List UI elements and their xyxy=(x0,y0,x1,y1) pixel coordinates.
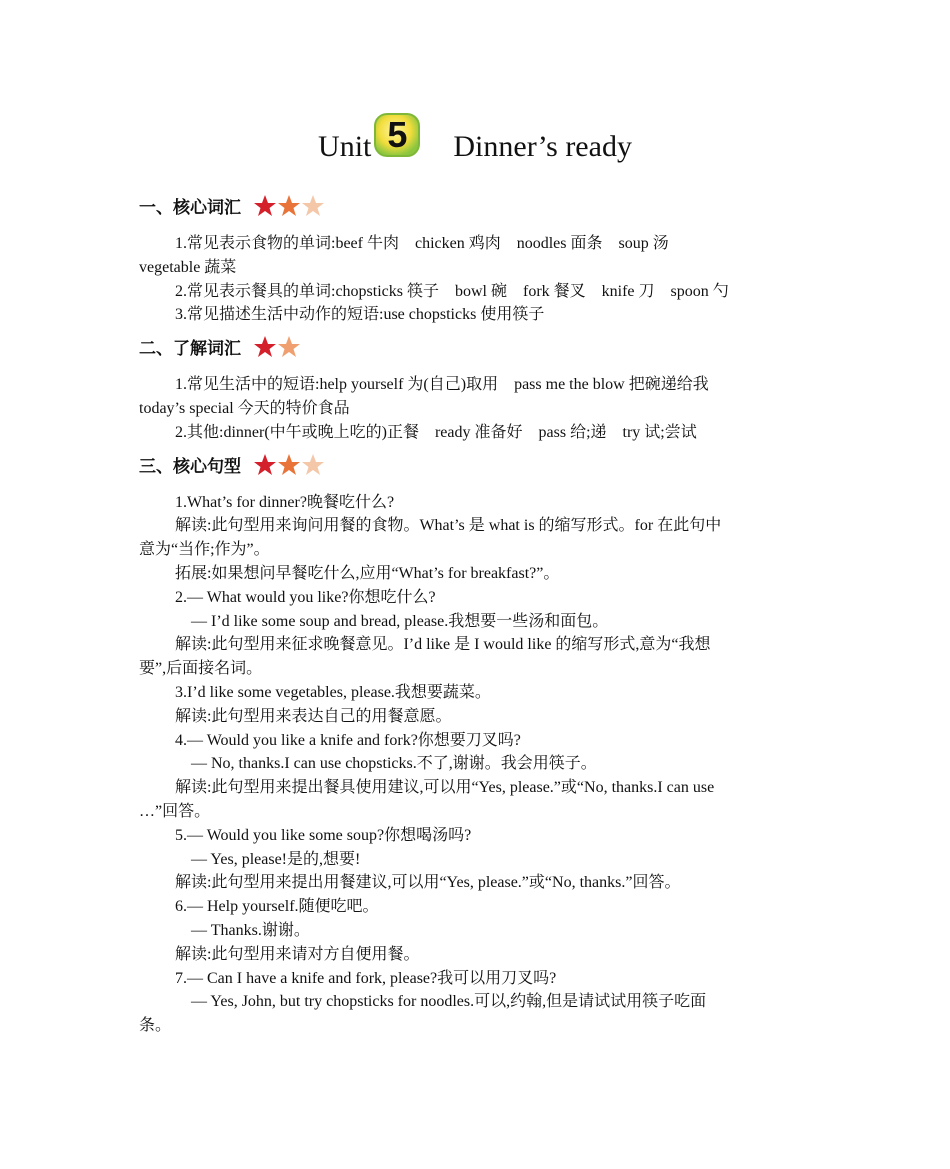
section-heading-text: 二、了解词汇 xyxy=(139,339,241,359)
text-line: …”回答。 xyxy=(139,802,211,820)
text-line: 解读:此句型用来提出用餐建议,可以用“Yes, please.”或“No, thanks.”回答。 xyxy=(175,874,681,892)
text-line: 2.— What would you like?你想吃什么? xyxy=(175,588,436,606)
document-content xyxy=(139,190,809,1038)
unit-title xyxy=(0,110,950,182)
text-line: 5.— Would you like some soup?你想喝汤吗? xyxy=(175,826,472,844)
text-line: 解读:此句型用来提出餐具使用建议,可以用“Yes, please.”或“No, thanks.I can use xyxy=(175,779,715,797)
section-heading-core-sentences xyxy=(139,449,809,485)
text-line: vegetable 蔬菜 xyxy=(139,258,237,276)
text-line: 2.其他:dinner(中午或晚上吃的)正餐 ready 准备好 pass 给;递 try 试;尝试 xyxy=(175,423,697,441)
rating-3-stars-icon xyxy=(253,194,325,218)
rating-3-stars-icon xyxy=(253,453,325,477)
text-line: 解读:此句型用来请对方自便用餐。 xyxy=(175,945,420,963)
text-line: 要”,后面接名词。 xyxy=(139,660,263,678)
text-line: 意为“当作;作为”。 xyxy=(139,541,270,559)
text-line: — No, thanks.I can use chopsticks.不了,谢谢。我会用筷子。 xyxy=(191,755,597,773)
section-heading-text: 一、核心词汇 xyxy=(139,198,241,217)
section-heading-core-vocabulary xyxy=(139,190,809,226)
text-line: 6.— Help yourself.随便吃吧。 xyxy=(175,898,379,916)
text-line: 解读:此句型用来表达自己的用餐意愿。 xyxy=(175,707,452,725)
text-line: 解读:此句型用来询问用餐的食物。What’s 是 what is 的缩写形式。for 在此句中 xyxy=(175,517,722,535)
text-line: 条。 xyxy=(139,1017,172,1035)
text-line: 4.— Would you like a knife and fork?你想要刀叉吗? xyxy=(175,731,521,749)
text-line: — Yes, John, but try chopsticks for noodles.可以,约翰,但是请试试用筷子吃面 xyxy=(191,993,707,1011)
text-line: 7.— Can I have a knife and fork, please?我可以用刀叉吗? xyxy=(175,969,557,987)
text-line: 3.常见描述生活中动作的短语:use chopsticks 使用筷子 xyxy=(175,306,545,324)
unit-number-badge xyxy=(373,112,421,158)
section-heading-text: 三、核心句型 xyxy=(139,456,241,476)
unit-label: Unit xyxy=(318,130,372,164)
rating-2-stars-icon xyxy=(253,335,301,359)
text-line: 解读:此句型用来征求晚餐意见。I’d like 是 I would like 的缩写形式,意为“我想 xyxy=(175,636,711,654)
text-line: — I’d like some soup and bread, please.我想要一些汤和面包。 xyxy=(191,612,609,630)
text-line: — Yes, please!是的,想要! xyxy=(191,850,361,868)
section-heading-understand-vocabulary xyxy=(139,331,809,367)
text-line: 1.常见生活中的短语:help yourself 为(自己)取用 pass me the blow 把碗递给我 xyxy=(175,376,709,394)
text-line: — Thanks.谢谢。 xyxy=(191,921,310,939)
text-line: today’s special 今天的特价食品 xyxy=(139,399,350,417)
unit-number: 5 xyxy=(387,114,408,156)
text-line: 拓展:如果想问早餐吃什么,应用“What’s for breakfast?”。 xyxy=(175,564,560,582)
text-line: 1.What’s for dinner?晚餐吃什么? xyxy=(175,493,395,511)
text-line: 3.I’d like some vegetables, please.我想要蔬菜。 xyxy=(175,683,491,701)
text-line: 2.常见表示餐具的单词:chopsticks 筷子 bowl 碗 fork 餐叉 knife 刀 spoon 勺 xyxy=(175,282,729,300)
text-line: 1.常见表示食物的单词:beef 牛肉 chicken 鸡肉 noodles 面条 soup 汤 xyxy=(175,235,669,252)
unit-title-text: Dinner’s ready xyxy=(453,130,632,164)
